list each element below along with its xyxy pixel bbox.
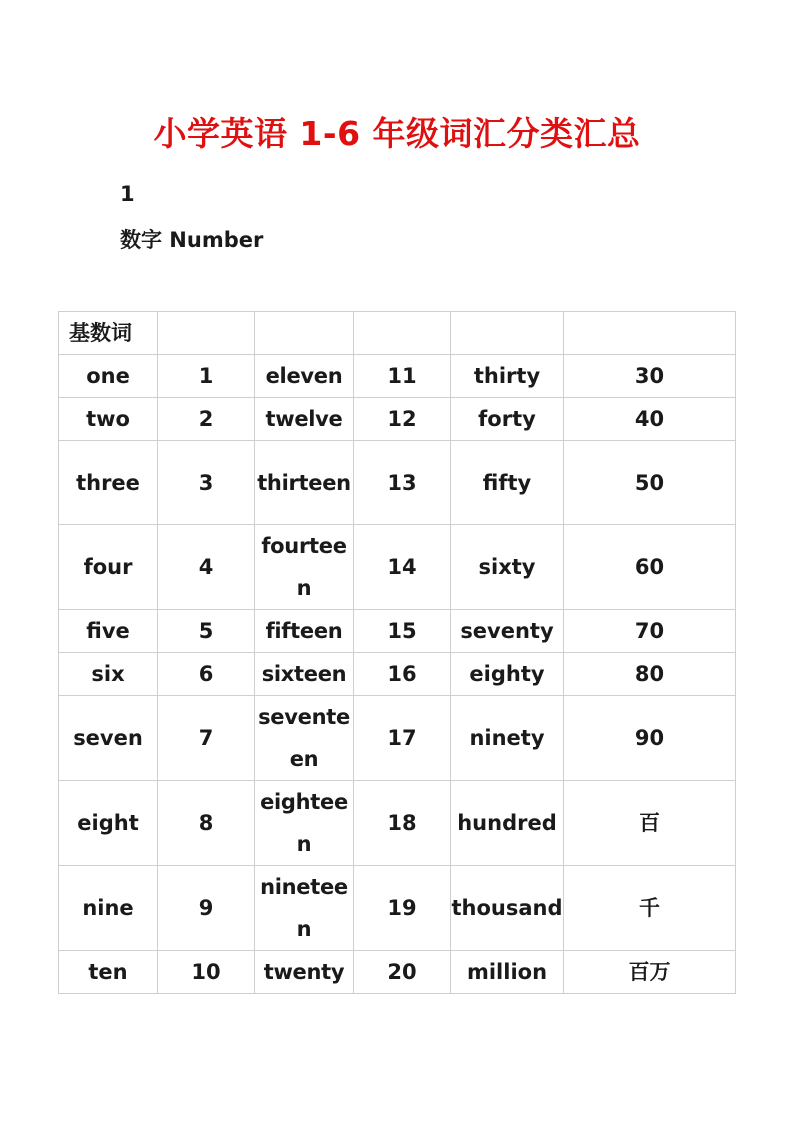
table-cell-word: thirteen <box>255 441 354 525</box>
table-cell-number: 80 <box>564 653 736 696</box>
table-cell-word: seventy <box>451 610 564 653</box>
table-cell-word: sixty <box>451 525 564 610</box>
table-cell-word: twelve <box>255 398 354 441</box>
table-cell-word: eighty <box>451 653 564 696</box>
table-cell-word: fifty <box>451 441 564 525</box>
table-cell-word: eleven <box>255 355 354 398</box>
table-row <box>59 441 736 525</box>
table-cell-number: 17 <box>354 696 451 781</box>
table-cell-number: 8 <box>158 781 255 866</box>
table-cell-word: eighteen <box>255 781 354 866</box>
section-title: 数字 Number <box>120 228 264 252</box>
table-cell-number: 20 <box>354 951 451 994</box>
table-cell-number: 90 <box>564 696 736 781</box>
table-cell-word: five <box>59 610 158 653</box>
table-cell-word: fifteen <box>255 610 354 653</box>
table-cell-word: million <box>451 951 564 994</box>
header-cell-cardinal: 基数词 <box>59 312 158 355</box>
table-cell-number: 12 <box>354 398 451 441</box>
table-cell-number: 13 <box>354 441 451 525</box>
table-cell-word: two <box>59 398 158 441</box>
table-cell-number: 百万 <box>564 951 736 994</box>
table-cell-word: seven <box>59 696 158 781</box>
table-cell-word: thirty <box>451 355 564 398</box>
table-cell-word: hundred <box>451 781 564 866</box>
header-cell <box>158 312 255 355</box>
table-cell-number: 9 <box>158 866 255 951</box>
table-row <box>59 610 736 653</box>
table-cell-number: 4 <box>158 525 255 610</box>
table-header-row <box>59 312 736 355</box>
table-cell-number: 百 <box>564 781 736 866</box>
table-cell-word: sixteen <box>255 653 354 696</box>
table-row <box>59 653 736 696</box>
table-cell-word: eight <box>59 781 158 866</box>
table-cell-number: 19 <box>354 866 451 951</box>
table-cell-word: three <box>59 441 158 525</box>
table-cell-number: 30 <box>564 355 736 398</box>
header-cell <box>354 312 451 355</box>
table-row <box>59 866 736 951</box>
table-cell-number: 16 <box>354 653 451 696</box>
table-cell-word: fourteen <box>255 525 354 610</box>
table-cell-word: thousand <box>451 866 564 951</box>
table-cell-word: nine <box>59 866 158 951</box>
table-row <box>59 781 736 866</box>
table-cell-word: seventeen <box>255 696 354 781</box>
number-vocabulary-table <box>58 311 736 994</box>
header-cell <box>564 312 736 355</box>
table-row <box>59 696 736 781</box>
table-cell-word: six <box>59 653 158 696</box>
document-title: 小学英语 1-6 年级词汇分类汇总 <box>153 114 641 153</box>
table-cell-number: 1 <box>158 355 255 398</box>
table-row <box>59 355 736 398</box>
section-number: 1 <box>120 182 135 206</box>
table-cell-number: 60 <box>564 525 736 610</box>
table-cell-number: 50 <box>564 441 736 525</box>
table-cell-number: 18 <box>354 781 451 866</box>
table-cell-word: nineteen <box>255 866 354 951</box>
table-cell-number: 40 <box>564 398 736 441</box>
table-cell-word: ten <box>59 951 158 994</box>
table-cell-word: ninety <box>451 696 564 781</box>
table-cell-number: 3 <box>158 441 255 525</box>
header-cell <box>255 312 354 355</box>
table-row <box>59 951 736 994</box>
table-cell-word: twenty <box>255 951 354 994</box>
table-cell-word: forty <box>451 398 564 441</box>
table-cell-word: one <box>59 355 158 398</box>
table-row <box>59 525 736 610</box>
table-cell-word: four <box>59 525 158 610</box>
table-cell-number: 千 <box>564 866 736 951</box>
table-cell-number: 11 <box>354 355 451 398</box>
table-cell-number: 10 <box>158 951 255 994</box>
table-cell-number: 5 <box>158 610 255 653</box>
table-cell-number: 7 <box>158 696 255 781</box>
table-row <box>59 398 736 441</box>
table-cell-number: 70 <box>564 610 736 653</box>
table-cell-number: 15 <box>354 610 451 653</box>
table-cell-number: 6 <box>158 653 255 696</box>
table-cell-number: 14 <box>354 525 451 610</box>
header-cell <box>451 312 564 355</box>
table-cell-number: 2 <box>158 398 255 441</box>
